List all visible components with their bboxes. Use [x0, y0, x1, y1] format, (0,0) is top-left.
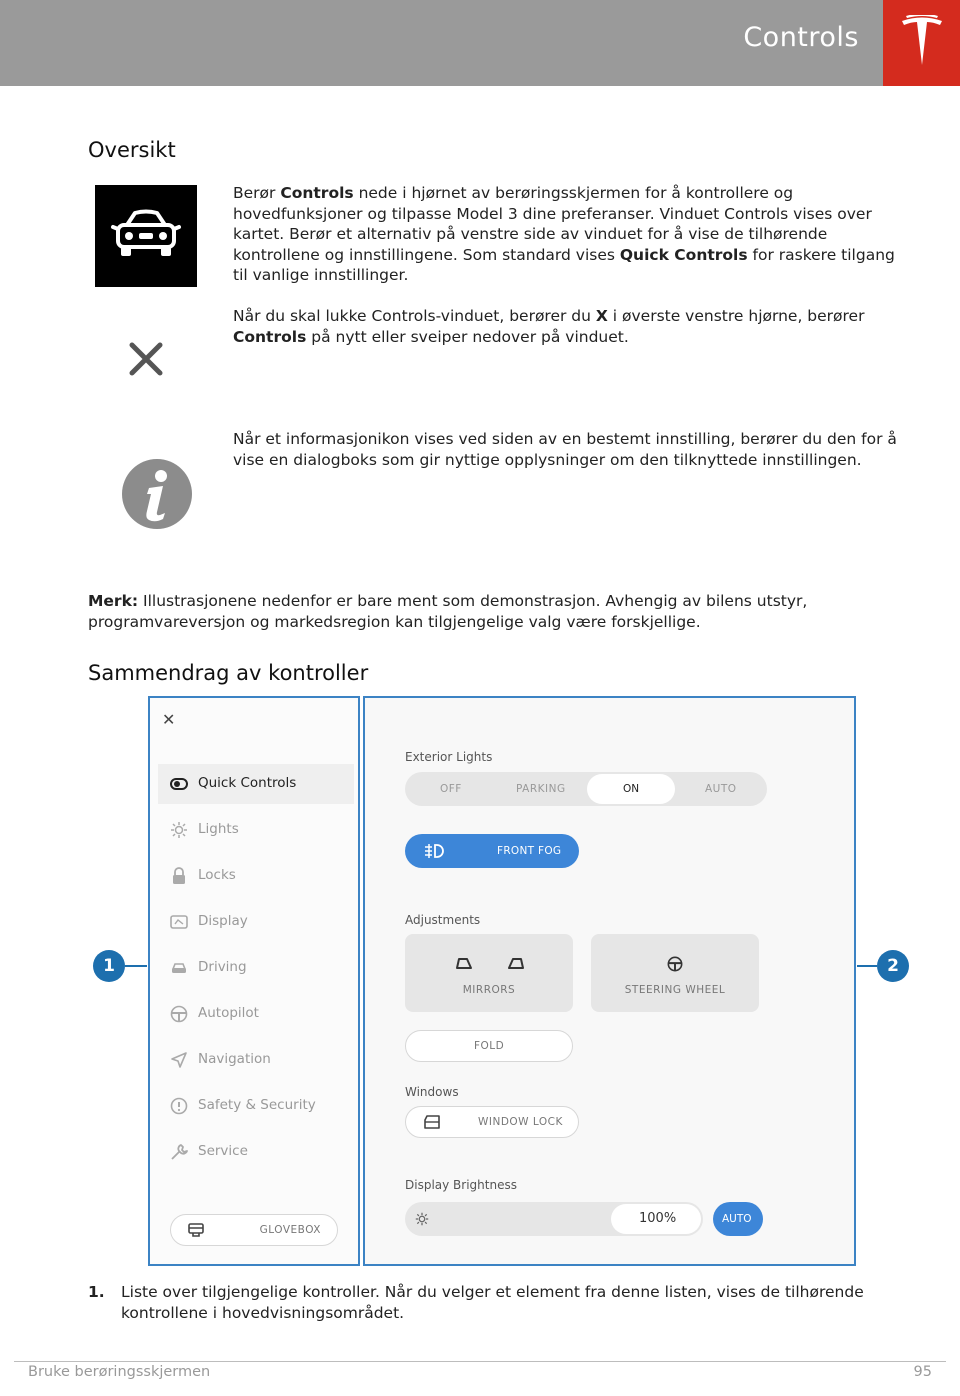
- steering-wheel-button[interactable]: [591, 934, 759, 1012]
- window-lock-button[interactable]: [405, 1106, 579, 1138]
- front-fog-button[interactable]: [405, 834, 579, 868]
- tesla-logo-icon: [900, 15, 944, 67]
- brightness-auto-button[interactable]: [713, 1202, 763, 1236]
- overview-heading: Oversikt: [88, 138, 176, 162]
- bold-term: X: [595, 307, 608, 325]
- nav-item-driving[interactable]: [158, 948, 354, 988]
- footer-divider: [14, 1361, 946, 1362]
- mirrors-label: MIRRORS: [462, 984, 516, 996]
- controls-screenshot: [148, 696, 856, 1266]
- controls-nav-panel: [148, 696, 360, 1266]
- lights-option-auto[interactable]: AUTO: [705, 783, 737, 795]
- lock-icon: [170, 867, 188, 885]
- mirrors-button[interactable]: [405, 934, 573, 1012]
- callout-1-line: [125, 965, 147, 967]
- nav-item-safety-security[interactable]: [158, 1086, 354, 1126]
- display-icon: [170, 913, 188, 931]
- overview-paragraph-1: Berør Controls nede i hjørnet av berøringsskjermen for å kontrollere og hovedfunksjoner og tilpasse Model 3 dine preferanser. Vinduet Controls vises over kartet. Berør et alternativ på venstre side av vinduet for å vise de tilhørende kontrollene og innstillingene. Som standard vises Quick Controls for raskere tilgang til vanlige innstillinger.: [233, 184, 895, 284]
- callout-2-line: [857, 965, 877, 967]
- brightness-auto-label: AUTO: [722, 1213, 752, 1225]
- callout-1: 1: [93, 950, 125, 982]
- lights-option-parking[interactable]: PARKING: [516, 783, 566, 795]
- controls-main-panel: [363, 696, 856, 1266]
- info-icon: [121, 458, 193, 534]
- list-item-text: Liste over tilgjengelige kontroller. Når du velger et element fra denne listen, vises de tilhørende kontrollene i hovedvisningsområdet.: [121, 1283, 864, 1322]
- brightness-slider[interactable]: [405, 1202, 703, 1236]
- nav-item-autopilot[interactable]: [158, 994, 354, 1034]
- footer-section-title: Bruke berøringsskjermen: [28, 1364, 211, 1380]
- lights-option-on[interactable]: [587, 774, 675, 804]
- nav-item-label: Locks: [198, 867, 236, 883]
- bold-term: Controls: [233, 327, 307, 346]
- windows-label: Windows: [405, 1085, 459, 1099]
- fold-mirrors-button[interactable]: [405, 1030, 573, 1062]
- nav-item-label: Navigation: [198, 1051, 271, 1067]
- navigation-arrow-icon: [170, 1051, 188, 1069]
- wrench-icon: [170, 1143, 188, 1161]
- bold-term: Controls: [280, 184, 354, 202]
- front-fog-label: FRONT FOG: [497, 845, 562, 857]
- nav-item-label: Driving: [198, 959, 247, 975]
- page-number: 95: [913, 1364, 932, 1380]
- lights-option-off[interactable]: OFF: [440, 783, 462, 795]
- alert-circle-icon: [170, 1097, 188, 1115]
- steering-wheel-label: STEERING WHEEL: [624, 984, 726, 996]
- window-icon: [424, 1115, 442, 1129]
- nav-item-label: Service: [198, 1143, 248, 1159]
- bold-term: Quick Controls: [619, 245, 748, 264]
- nav-item-label: Quick Controls: [198, 775, 297, 791]
- nav-item-navigation[interactable]: [158, 1040, 354, 1080]
- nav-item-label: Autopilot: [198, 1005, 259, 1021]
- sun-icon: [170, 821, 188, 839]
- steering-wheel-icon: [170, 1005, 188, 1023]
- window-lock-label: WINDOW LOCK: [478, 1116, 563, 1128]
- page-header: [0, 0, 960, 86]
- close-button[interactable]: ✕: [162, 710, 176, 729]
- car-icon: [95, 185, 197, 287]
- overview-paragraph-3: Når et informasjonikon vises ved siden av en bestemt innstilling, berører du den for å vise en dialogboks som gir nyttige opplysninger om den tilknyttede innstillingen.: [233, 430, 897, 469]
- adjustments-label: Adjustments: [405, 913, 481, 927]
- steering-wheel-icon: [667, 956, 683, 972]
- summary-heading: Sammendrag av kontroller: [88, 661, 369, 685]
- car-icon: [170, 959, 188, 977]
- brightness-sun-icon: [415, 1212, 429, 1226]
- mirrors-icon: [453, 956, 527, 972]
- nav-item-locks[interactable]: [158, 856, 354, 896]
- nav-item-quick-controls[interactable]: [158, 764, 354, 804]
- note-paragraph: Merk: Illustrasjonene nedenfor er bare ment som demonstrasjon. Avhengig av bilens utstyr, programvareversjon og markedsregion kan tilgjengelige valg være forskjellige.: [88, 592, 808, 631]
- toggle-icon: [170, 775, 188, 793]
- lights-option-on-label: ON: [623, 783, 640, 795]
- brightness-slider-handle[interactable]: [611, 1204, 701, 1234]
- fold-label: FOLD: [474, 1040, 505, 1052]
- glovebox-button[interactable]: [170, 1214, 338, 1246]
- close-x-icon: [128, 341, 164, 381]
- page-title: Controls: [743, 22, 859, 53]
- nav-item-label: Safety & Security: [198, 1097, 316, 1113]
- nav-item-lights[interactable]: [158, 810, 354, 850]
- display-brightness-label: Display Brightness: [405, 1178, 517, 1192]
- tesla-logo: [883, 0, 960, 86]
- brightness-value: 100%: [639, 1211, 677, 1226]
- callout-2: 2: [877, 950, 909, 982]
- controls-car-icon-box: [95, 185, 197, 287]
- list-item-number: 1.: [88, 1283, 105, 1301]
- bold-term: Merk:: [88, 592, 139, 610]
- nav-item-service[interactable]: [158, 1132, 354, 1172]
- exterior-lights-label: Exterior Lights: [405, 750, 493, 764]
- glovebox-icon: [187, 1222, 205, 1240]
- fog-light-icon: [423, 842, 445, 860]
- exterior-lights-selector: [405, 772, 767, 806]
- glovebox-label: GLOVEBOX: [259, 1224, 321, 1236]
- nav-item-label: Lights: [198, 821, 239, 837]
- nav-item-display[interactable]: [158, 902, 354, 942]
- nav-item-label: Display: [198, 913, 248, 929]
- overview-paragraph-2: Når du skal lukke Controls-vinduet, berører du X i øverste venstre hjørne, berører Controls på nytt eller sveiper nedover på vinduet.: [233, 307, 865, 346]
